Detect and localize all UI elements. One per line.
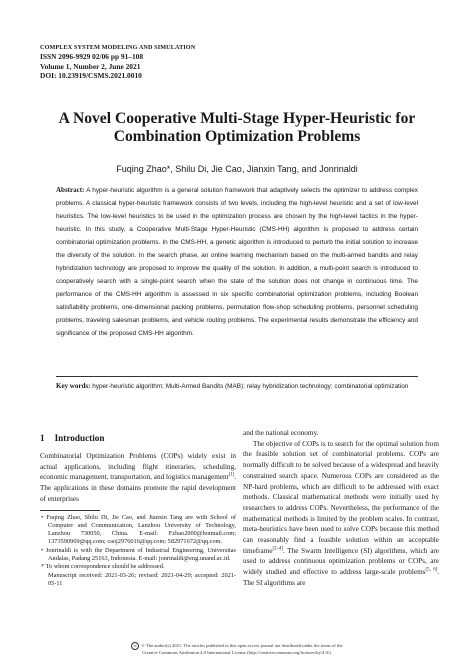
left-column <box>40 428 236 588</box>
footnote-manuscript-dates: Manuscript received: 2021-03-26; revised: 2021-04-29; accepted: 2021-05-11 <box>48 571 236 587</box>
right-column <box>243 428 439 589</box>
footnote-affiliation-2: • Jonrinaldi is with the Department of Industrial Engineering, Universitas Andalas, Padang 25163, Indonesia. E-mail: jonrinaldi@eng.unand.ac.id. <box>41 546 236 562</box>
keywords-text: hyper-heuristic algorithm; Multi-Armed Bandits (MAB); relay hybridization technology; combinatorial optimization <box>92 383 409 390</box>
abstract-divider <box>56 376 418 377</box>
paper-title: A Novel Cooperative Multi-Stage Hyper-Heuristic for Combination Optimization Problems <box>58 110 416 145</box>
intro-text-a: Combinatorial Optimization Problems (COPs) widely exist in actual applications, including flight itineraries, scheduling, economic management, transportation, and logistics management <box>40 452 236 482</box>
intro-text-b: . The applications in these domains promote the rapid development of enterprises <box>40 473 236 503</box>
footnote-divider <box>40 510 100 511</box>
license-footer <box>40 642 434 656</box>
objective-paragraph <box>243 439 439 589</box>
abstract-label: Abstract: <box>56 186 85 194</box>
journal-header <box>40 44 240 81</box>
citation-ref[interactable]: [2–4] <box>272 546 283 552</box>
abstract-text: A hyper-heuristic algorithm is a general solution framework that adaptively selects the optimizer to address complex problems. A classical hyper-heuristic framework consists of two levels, including the high-level heuristic and a set of low-level heuristics. The low-level heuristics to be used in the optimization process are chosen by the high-level tactics in the hyper-heuristic. In this study, a Cooperative Multi-Stage Hyper-Heuristic (CMS-HH) algorithm is proposed to address certain combinatorial optimization problems. In the CMS-HH, a genetic algorithm is introduced to perturb the initial solution to increase the diversity of the solution. In the search phase, an online learning mechanism based on the multi-armed bandits and relay hybridization technology are proposed to improve the quality of the solution. In addition, a multi-point search is introduced to cooperatively search with a single-point search when the state of the solution does not change in continuous time. The performance of the CMS-HH algorithm is assessed in six specific combinatorial optimization problems, including Boolean satisfiability problems, one-dimensional packing problems, permutation flow-shop scheduling problems, personnel scheduling problems, traveling salesman problems, and vehicle routing problems. The experimental results demonstrate the efficiency and significance of the proposed CMS-HH algorithm. <box>56 187 419 337</box>
keywords-label: Key words: <box>56 382 91 390</box>
intro-paragraph <box>40 451 236 505</box>
section-number: 1 <box>40 433 45 443</box>
footnote-correspondence: * To whom correspondence should be addressed. <box>41 563 165 571</box>
objective-text-a: The objective of COPs is to search for the optimal solution from the feasible solution set of combinatorial problems. COPs are normally difficult to be solved because of a widespread and heavily constrained search space. Numerous COPs are considered as the NP-hard problems, which are difficult to be addressed with exact methods. Classical mathematical methods were initially used by researchers to address COPs. Nevertheless, the performance of the mathematical methods is limited by the problem scales. In contrast, meta-heuristics have been used to solve COPs because this method can reasonably find a feasible solution within an acceptable timeframe <box>243 439 439 555</box>
citation-ref[interactable]: [1] <box>228 473 235 479</box>
journal-doi: DOI: 10.23919/CSMS.2021.0010 <box>40 71 142 81</box>
keywords <box>56 380 418 393</box>
journal-name: COMPLEX SYSTEM MODELING AND SIMULATION <box>40 44 196 51</box>
license-line-1: © The author(s) 2021. The articles published in this open access journal are distributed under the terms of the <box>141 643 343 649</box>
footnote-affiliation-1: • Fuqing Zhao, Shilu Di, Jie Cao, and Jianxin Tang are with School of Computer and Communication, Lanzhou University of Technology, Lanzhou 730050, China. E-mail: Fzhao2000@hotmail.com; 1373590969@qq.com; caoj2976016@qq.com; 582971672@qq.com. <box>41 513 236 546</box>
license-line-2[interactable]: Creative Commons Attribution 4.0 International License (http://creativecommons.org/licenses/by/4.0/). <box>142 650 332 655</box>
journal-volume: Volume 1, Number 2, June 2021 <box>40 61 141 71</box>
objective-text-b: . The Swarm Intelligence (SI) algorithms, which are used to address continuous optimization problems or COPs, are widely studied and effective to address large-scale problems <box>243 546 439 577</box>
section-heading <box>40 432 236 444</box>
author-list: Fuqing Zhao*, Shilu Di, Jie Cao, Jianxin Tang, and Jonrinaldi <box>116 164 358 174</box>
section-title: Introduction <box>54 433 105 443</box>
objective-text-c: . The SI algorithms are <box>243 568 439 587</box>
journal-issn: ISSN 2096-9929 02/06 pp 91–108 <box>40 52 144 61</box>
continued-text: and the national economy. <box>243 429 319 437</box>
abstract <box>56 184 418 340</box>
citation-ref[interactable]: [5, 6] <box>425 567 438 573</box>
cc-license-icon: cc <box>131 642 139 650</box>
